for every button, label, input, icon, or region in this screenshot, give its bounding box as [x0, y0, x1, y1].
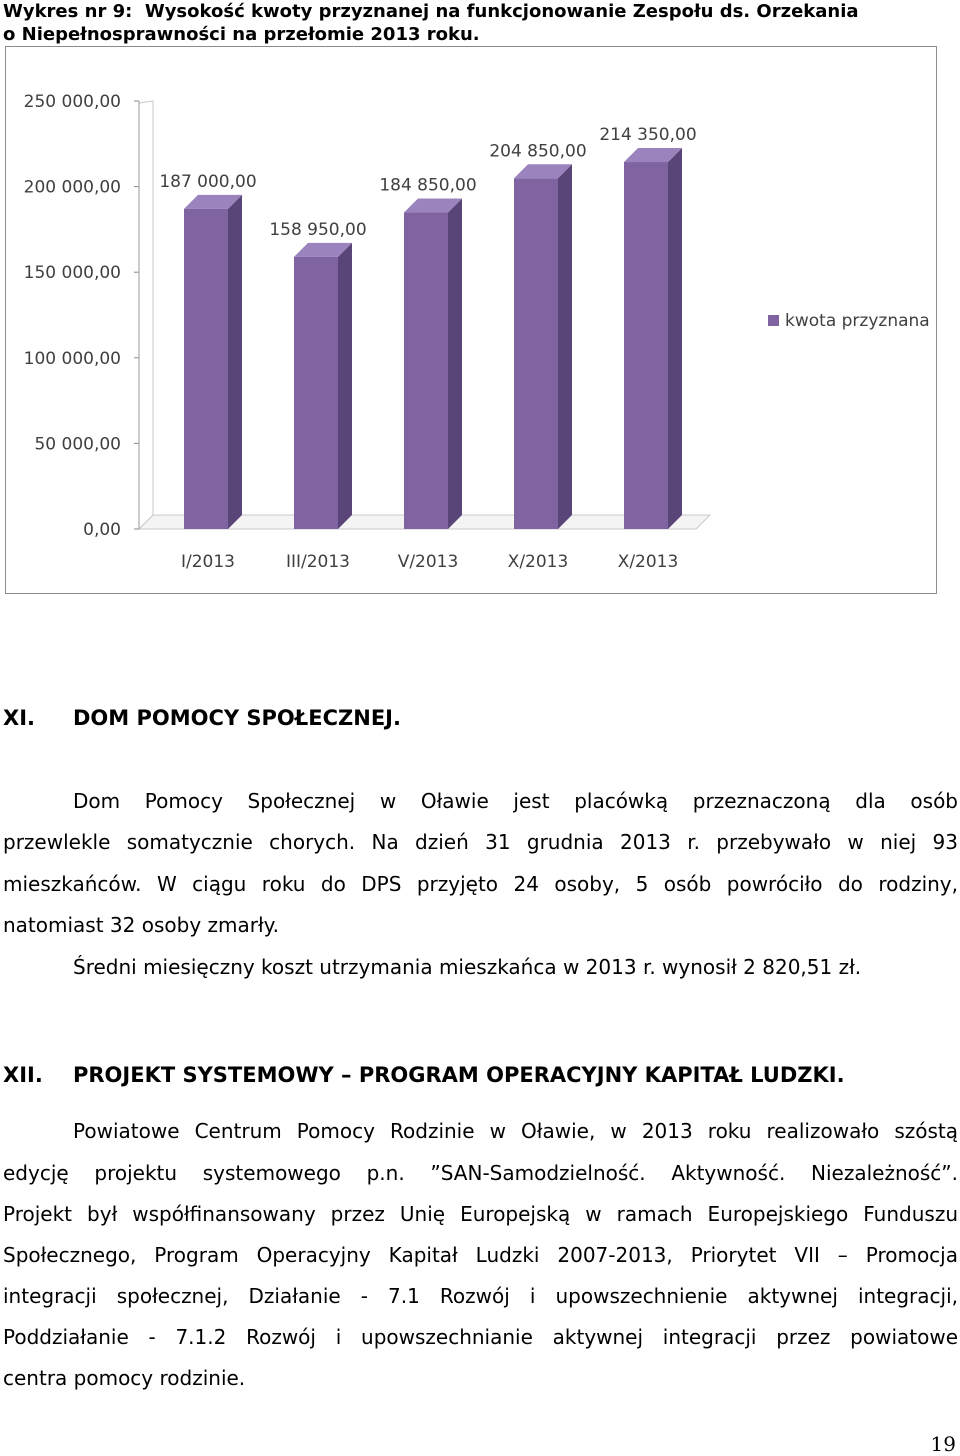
- legend-swatch: [768, 315, 779, 326]
- section-xi-line-3: mieszkańców. W ciągu roku do DPS przyjęto 24 osoby, 5 osób powróciło do rodziny,: [3, 872, 958, 896]
- bar: [624, 162, 668, 529]
- caption-line-1: Wykres nr 9: Wysokość kwoty przyznanej na funkcjonowanie Zespołu ds. Orzekania: [3, 1, 859, 22]
- y-tick-label: 100 000,00: [23, 348, 121, 369]
- section-xii-line-7: centra pomocy rodzinie.: [3, 1366, 246, 1390]
- bar-side: [338, 243, 352, 529]
- section-xii-line-4: Społecznego, Program Operacyjny Kapitał Ludzki 2007-2013, Priorytet VII – Promocja: [3, 1243, 958, 1267]
- data-label: 187 000,00: [159, 171, 257, 192]
- section-xi-line-2: przewlekle somatycznie chorych. Na dzień 31 grudnia 2013 r. przebywało w niej 93: [3, 830, 958, 854]
- legend-label: kwota przyznana: [785, 311, 930, 331]
- x-tick-label: I/2013: [180, 552, 236, 572]
- y-tick-label: 150 000,00: [23, 263, 121, 284]
- bar: [294, 257, 338, 529]
- section-xii-line-6: Poddziałanie - 7.1.2 Rozwój i upowszechnianie aktywnej integracji przez powiatowe: [3, 1325, 958, 1349]
- x-tick-label: X/2013: [507, 552, 569, 572]
- bar-side: [228, 195, 242, 529]
- x-tick-label: V/2013: [397, 552, 459, 572]
- chart-frame: [5, 46, 937, 594]
- section-xii-heading: [3, 1063, 958, 1087]
- y-tick-label: 50 000,00: [34, 434, 121, 455]
- bar: [514, 178, 558, 529]
- bar-chart: [6, 47, 938, 595]
- figure-caption: [3, 0, 943, 46]
- y-tick-label: 200 000,00: [23, 177, 121, 198]
- x-tick-label: III/2013: [285, 552, 351, 572]
- x-tick-label: X/2013: [617, 552, 679, 572]
- bar-side: [448, 199, 462, 529]
- section-xi-heading: [3, 706, 958, 730]
- data-label: 184 850,00: [379, 175, 477, 196]
- section-xi-title: DOM POMOCY SPOŁECZNEJ.: [73, 706, 401, 730]
- y-tick-label: 250 000,00: [23, 92, 121, 112]
- bar: [404, 213, 448, 529]
- bar: [184, 209, 228, 529]
- bar-side: [668, 148, 682, 529]
- chart-side-wall: [139, 101, 153, 529]
- section-xii-line-1: Powiatowe Centrum Pomocy Rodzinie w Oławie, w 2013 roku realizowało szóstą: [73, 1119, 958, 1143]
- section-xi-line-5: Średni miesięczny koszt utrzymania mieszkańca w 2013 r. wynosił 2 820,51 zł.: [73, 955, 862, 979]
- section-xii-line-3: Projekt był współfinansowany przez Unię Europejską w ramach Europejskiego Funduszu: [3, 1202, 958, 1226]
- y-tick-label: 0,00: [83, 520, 121, 540]
- data-label: 214 350,00: [599, 125, 697, 146]
- caption-line-2: o Niepełnosprawności na przełomie 2013 roku.: [3, 24, 480, 45]
- section-xii-line-5: integracji społecznej, Działanie - 7.1 Rozwój i upowszechnienie aktywnej integracji,: [3, 1284, 958, 1308]
- section-xii-line-2: edycję projektu systemowego p.n. ”SAN-Samodzielność. Aktywność. Niezależność”.: [3, 1161, 958, 1185]
- section-xi-number: XI.: [3, 706, 35, 730]
- bar-side: [558, 164, 572, 529]
- section-xii-title: PROJEKT SYSTEMOWY – PROGRAM OPERACYJNY KAPITAŁ LUDZKI.: [73, 1063, 845, 1087]
- section-xii-number: XII.: [3, 1063, 43, 1087]
- page-number: 19: [930, 1432, 956, 1456]
- data-label: 204 850,00: [489, 141, 587, 162]
- data-label: 158 950,00: [269, 219, 367, 240]
- section-xi-line-1: Dom Pomocy Społecznej w Oławie jest placówką przeznaczoną dla osób: [73, 789, 958, 813]
- section-xi-line-4: natomiast 32 osoby zmarły.: [3, 913, 279, 937]
